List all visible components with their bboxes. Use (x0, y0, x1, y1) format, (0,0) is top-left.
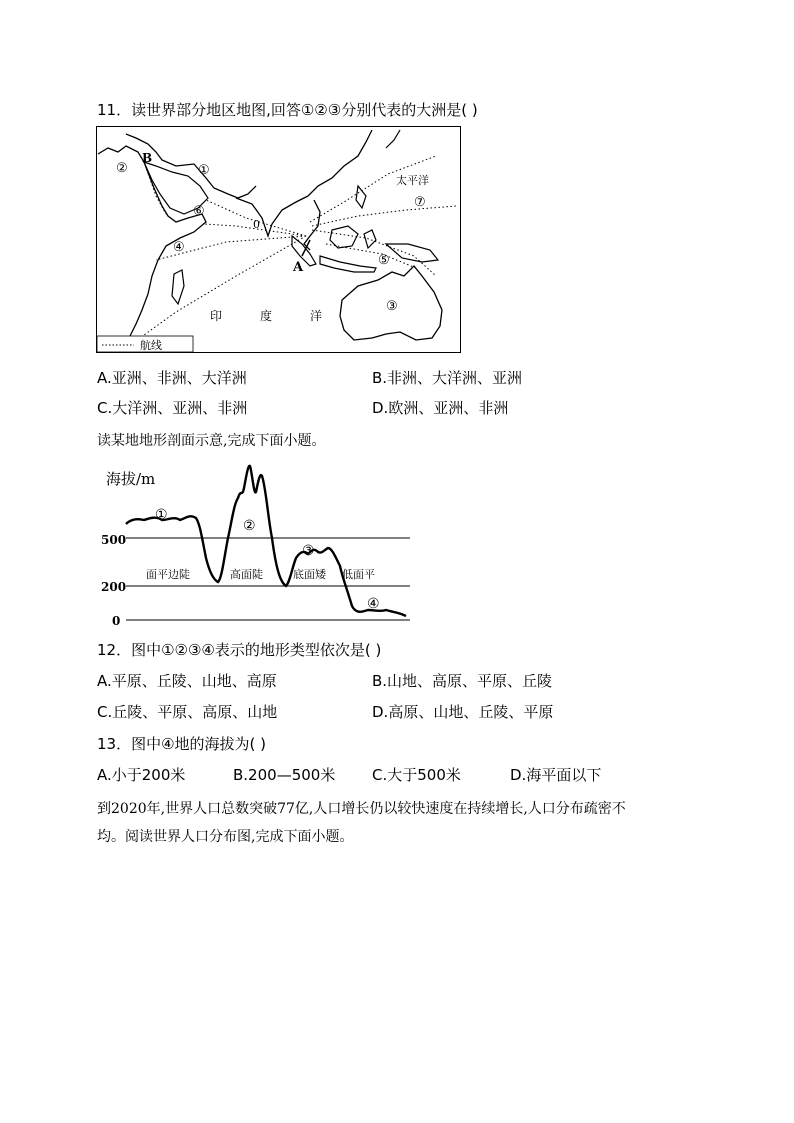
q12-option-d[interactable]: D.高原、山地、丘陵、平原 (372, 703, 554, 721)
profile-ylabel: 海拔/m (106, 470, 156, 488)
map-label-indian-2: 度 (260, 309, 273, 323)
map-label-pacific: 太平洋 (396, 174, 429, 187)
map-label-indian-3: 洋 (310, 309, 323, 323)
map-legend-label: 航线 (140, 339, 162, 352)
q13-option-d[interactable]: D.海平面以下 (510, 766, 602, 784)
question-13-stem: 13．图中④地的海拔为( ) (97, 735, 267, 753)
map-label-7: ⑦ (414, 195, 426, 210)
profile-mark-3: ③ (302, 543, 315, 559)
map-label-4: ④ (173, 240, 185, 255)
profile-mark-1: ① (155, 507, 168, 523)
tick-200: 200 (101, 580, 127, 594)
q13-option-b[interactable]: B.200—500米 (233, 766, 336, 784)
terrain-profile-figure (100, 458, 412, 626)
map-label-zero: 0 (253, 218, 260, 231)
map-label-b: B (142, 151, 153, 165)
profile-term-2: 高面陡 (230, 568, 263, 581)
q12-option-a[interactable]: A.平原、丘陵、山地、高原 (97, 672, 277, 690)
world-region-map (96, 126, 462, 354)
question-11-stem: 11．读世界部分地区地图,回答①②③分别代表的大洲是( ) (97, 101, 478, 119)
q11-option-b[interactable]: B.非洲、大洋洲、亚洲 (372, 369, 523, 387)
q12-option-b[interactable]: B.山地、高原、平原、丘陵 (372, 672, 553, 690)
terrain-profile-line (126, 466, 406, 616)
intro-population-line-2: 均。阅读世界人口分布图,完成下面小题。 (97, 829, 354, 845)
tick-500: 500 (101, 533, 127, 547)
profile-term-3: 底面矮 (293, 568, 326, 581)
map-legend (97, 336, 193, 352)
question-12-stem: 12．图中①②③④表示的地形类型依次是( ) (97, 641, 382, 659)
map-label-a: A (293, 260, 304, 275)
map-label-indian-1: 印 (210, 309, 223, 323)
q11-option-d[interactable]: D.欧洲、亚洲、非洲 (372, 399, 509, 417)
q12-option-c[interactable]: C.丘陵、平原、高原、山地 (97, 703, 278, 721)
profile-mark-4: ④ (367, 596, 380, 612)
map-label-2: ② (116, 161, 128, 176)
map-label-6: ⑥ (193, 204, 205, 219)
q11-option-a[interactable]: A.亚洲、非洲、大洋洲 (97, 369, 247, 387)
q13-option-c[interactable]: C.大于500米 (372, 766, 461, 784)
intro-population-line-1: 到2020年,世界人口总数突破77亿,人口增长仍以较快速度在持续增长,人口分布疏密不 (97, 801, 626, 817)
map-label-1: ① (198, 163, 210, 178)
profile-term-4: 低面平 (342, 568, 375, 581)
intro-profile: 读某地地形剖面示意,完成下面小题。 (97, 433, 326, 449)
profile-mark-2: ② (243, 518, 256, 534)
map-label-5: ⑤ (378, 253, 390, 268)
map-label-3: ③ (386, 299, 398, 314)
q13-option-a[interactable]: A.小于200米 (97, 766, 186, 784)
tick-0: 0 (112, 614, 121, 626)
q11-option-c[interactable]: C.大洋洲、亚洲、非洲 (97, 399, 248, 417)
profile-term-1: 面平边陡 (146, 568, 190, 581)
